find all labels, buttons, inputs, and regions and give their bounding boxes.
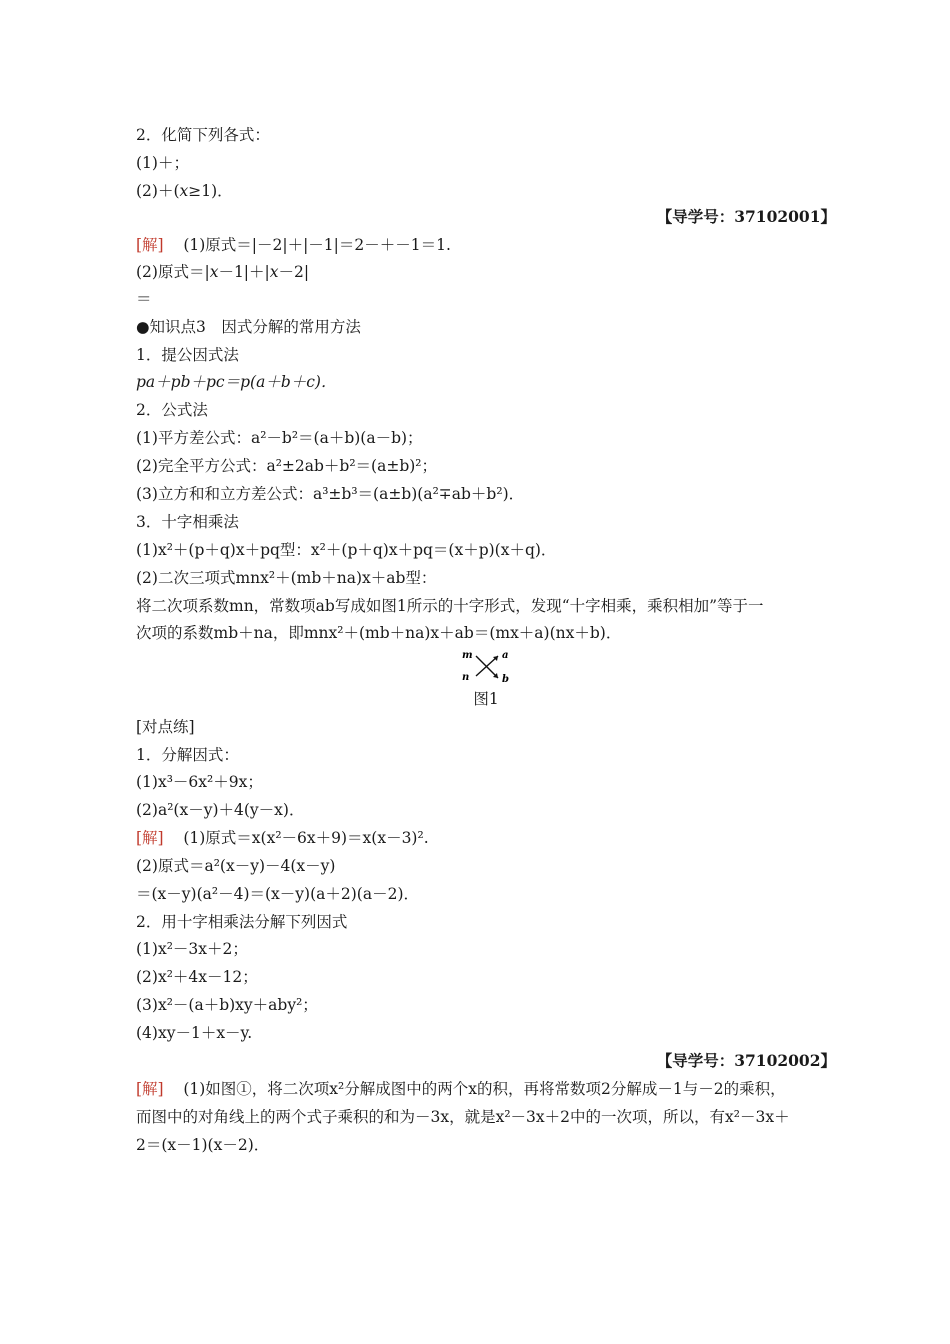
method-2-title: 2．公式法 <box>136 401 208 419</box>
practice-2-solution-1: [解] (1)如图①，将二次项x²分解成图中的两个x的积，再将常数项2分解成－1与－2的乘积， <box>136 1080 786 1098</box>
solution-tag: [解] <box>136 236 164 254</box>
practice-1-solution-2: (2)原式＝a²(x－y)－4(x－y) <box>136 857 336 875</box>
practice-1-heading: 1．分解因式： <box>136 746 239 764</box>
practice-1-item-2: (2)a²(x－y)＋4(y－x)． <box>136 801 305 819</box>
question-2-heading: 2．化简下列各式： <box>136 126 270 144</box>
fig-label-m: m <box>462 650 473 661</box>
method-3-title: 3．十字相乘法 <box>136 513 239 531</box>
question-2-item-1: (1)＋； <box>136 154 189 172</box>
guide-number-1: 【导学号：37102001】 <box>656 207 836 226</box>
practice-2-solution-3: 2＝(x－1)(x－2)． <box>136 1136 270 1154</box>
fig-label-n: n <box>462 672 470 683</box>
formula-sum-difference-of-cubes: (3)立方和和立方差公式：a³±b³＝(a±b)(a²∓ab＋b²)． <box>136 485 525 503</box>
method-1-formula: pa＋pb＋pc＝p(a＋b＋c)． <box>136 373 337 391</box>
formula-perfect-square: (2)完全平方公式：a²±2ab＋b²＝(a±b)²； <box>136 457 438 475</box>
practice-2-item-2: (2)x²＋4x－12； <box>136 968 258 986</box>
fig-label-b: b <box>502 674 509 685</box>
knowledge-point-3-title: ●知识点3 因式分解的常用方法 <box>136 318 361 336</box>
practice-2-item-1: (1)x²－3x＋2； <box>136 940 248 958</box>
formula-difference-of-squares: (1)平方差公式：a²－b²＝(a＋b)(a－b)； <box>136 429 423 447</box>
solution-1-line-3: ＝ <box>136 290 152 308</box>
guide-number-2: 【导学号：37102002】 <box>656 1051 836 1070</box>
practice-2-item-3: (3)x²－(a＋b)xy＋aby²； <box>136 996 318 1014</box>
cross-method-explanation-2: 次项的系数mb＋na，即mnx²＋(mb＋na)x＋ab＝(mx＋a)(nx＋b)． <box>136 624 622 642</box>
method-1-title: 1．提公因式法 <box>136 346 239 364</box>
practice-heading: [对点练] <box>136 718 195 736</box>
cross-method-type-1: (1)x²＋(p＋q)x＋pq型：x²＋(p＋q)x＋pq＝(x＋p)(x＋q)． <box>136 541 557 559</box>
fig-label-a: a <box>502 650 509 661</box>
cross-method-explanation-1: 将二次项系数mn，常数项ab写成如图1所示的十字形式，发现“十字相乘，乘积相加”等于一 <box>136 597 764 615</box>
question-2-item-2: (2)＋(x≥1)． <box>136 182 233 200</box>
cross-multiplication-figure <box>460 648 520 688</box>
practice-2-heading: 2．用十字相乘法分解下列因式 <box>136 913 348 931</box>
solution-1-line-1: [解] (1)原式＝|－2|＋|－1|＝2－＋－1＝1. <box>136 236 451 254</box>
figure-caption: 图1 <box>473 690 499 708</box>
practice-1-item-1: (1)x³－6x²＋9x； <box>136 773 263 791</box>
practice-1-solution-3: ＝(x－y)(a²－4)＝(x－y)(a＋2)(a－2)． <box>136 885 419 903</box>
practice-2-solution-2: 而图中的对角线上的两个式子乘积的和为－3x，就是x²－3x＋2中的一次项，所以，有x²－3x＋ <box>136 1108 790 1126</box>
solution-1-line-2: (2)原式＝|x－1|＋|x－2| <box>136 263 310 281</box>
practice-2-item-4: (4)xy－1＋x－y. <box>136 1024 253 1042</box>
practice-1-solution-1: [解] (1)原式＝x(x²－6x＋9)＝x(x－3)². <box>136 829 429 847</box>
cross-method-type-2: (2)二次三项式mnx²＋(mb＋na)x＋ab型： <box>136 569 437 587</box>
